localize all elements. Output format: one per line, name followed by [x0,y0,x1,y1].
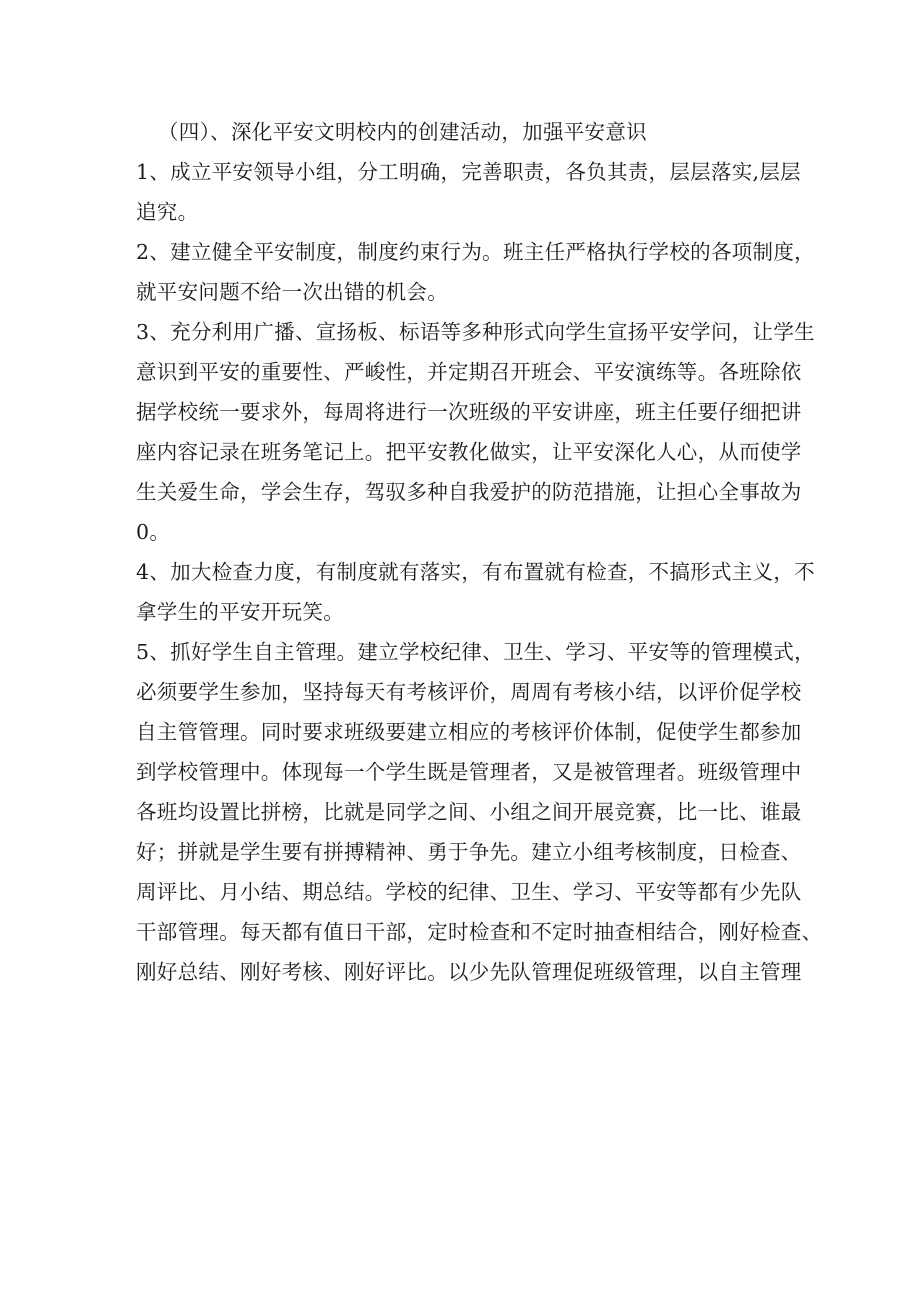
paragraph-3-line-3: 据学校统一要求外，每周将进行一次班级的平安讲座，班主任要仔细把讲 [136,400,802,424]
paragraph-2-line-1: 2、建立健全平安制度，制度约束行为。班主任严格执行学校的各项制度， [136,240,815,264]
paragraph-3-line-5: 生关爱生命，学会生存，驾驭多种自我爱护的防范措施，让担心全事故为 [136,480,802,504]
paragraph-5-line-7: 周评比、月小结、期总结。学校的纪律、卫生、学习、平安等都有少先队 [136,880,802,904]
paragraph-2-line-2: 就平安问题不给一次出错的机会。 [136,280,448,304]
document-body [136,112,823,992]
paragraph-5-line-5: 各班均设置比拼榜，比就是同学之间、小组之间开展竞赛，比一比、谁最 [136,800,802,824]
section-heading: （四）、深化平安文明校内的创建活动，加强平安意识 [158,120,647,144]
paragraph-4-line-2: 拿学生的平安开玩笑。 [136,600,344,624]
paragraph-3-line-4: 座内容记录在班务笔记上。把平安教化做实，让平安深化人心，从而使学 [136,440,802,464]
paragraph-1-line-2: 追究。 [136,200,199,224]
paragraph-1-line-1: 1、成立平安领导小组，分工明确，完善职责，各负其责，层层落实,层层 [136,160,801,184]
paragraph-5-line-2: 必须要学生参加，坚持每天有考核评价，周周有考核小结，以评价促学校 [136,680,802,704]
paragraph-5-line-6: 好；拼就是学生要有拼搏精神、勇于争先。建立小组考核制度，日检查、 [136,840,802,864]
paragraph-3-line-2: 意识到平安的重要性、严峻性，并定期召开班会、平安演练等。各班除依 [136,360,802,384]
paragraph-4-line-1: 4、加大检查力度，有制度就有落实，有布置就有检查，不搞形式主义，不 [136,560,815,584]
paragraph-3-line-1: 3、充分利用广播、宣扬板、标语等多种形式向学生宣扬平安学问，让学生 [136,320,815,344]
paragraph-5-line-1: 5、抓好学生自主管理。建立学校纪律、卫生、学习、平安等的管理模式， [136,640,815,664]
paragraph-5-line-8: 干部管理。每天都有值日干部，定时检查和不定时抽查相结合，刚好检查、 [136,920,823,944]
paragraph-5-line-4: 到学校管理中。体现每一个学生既是管理者，又是被管理者。班级管理中 [136,760,802,784]
paragraph-5-line-9: 刚好总结、刚好考核、刚好评比。以少先队管理促班级管理，以自主管理 [136,960,802,984]
paragraph-3-line-6: 0。 [136,520,171,544]
paragraph-5-line-3: 自主管管理。同时要求班级要建立相应的考核评价体制，促使学生都参加 [136,720,802,744]
